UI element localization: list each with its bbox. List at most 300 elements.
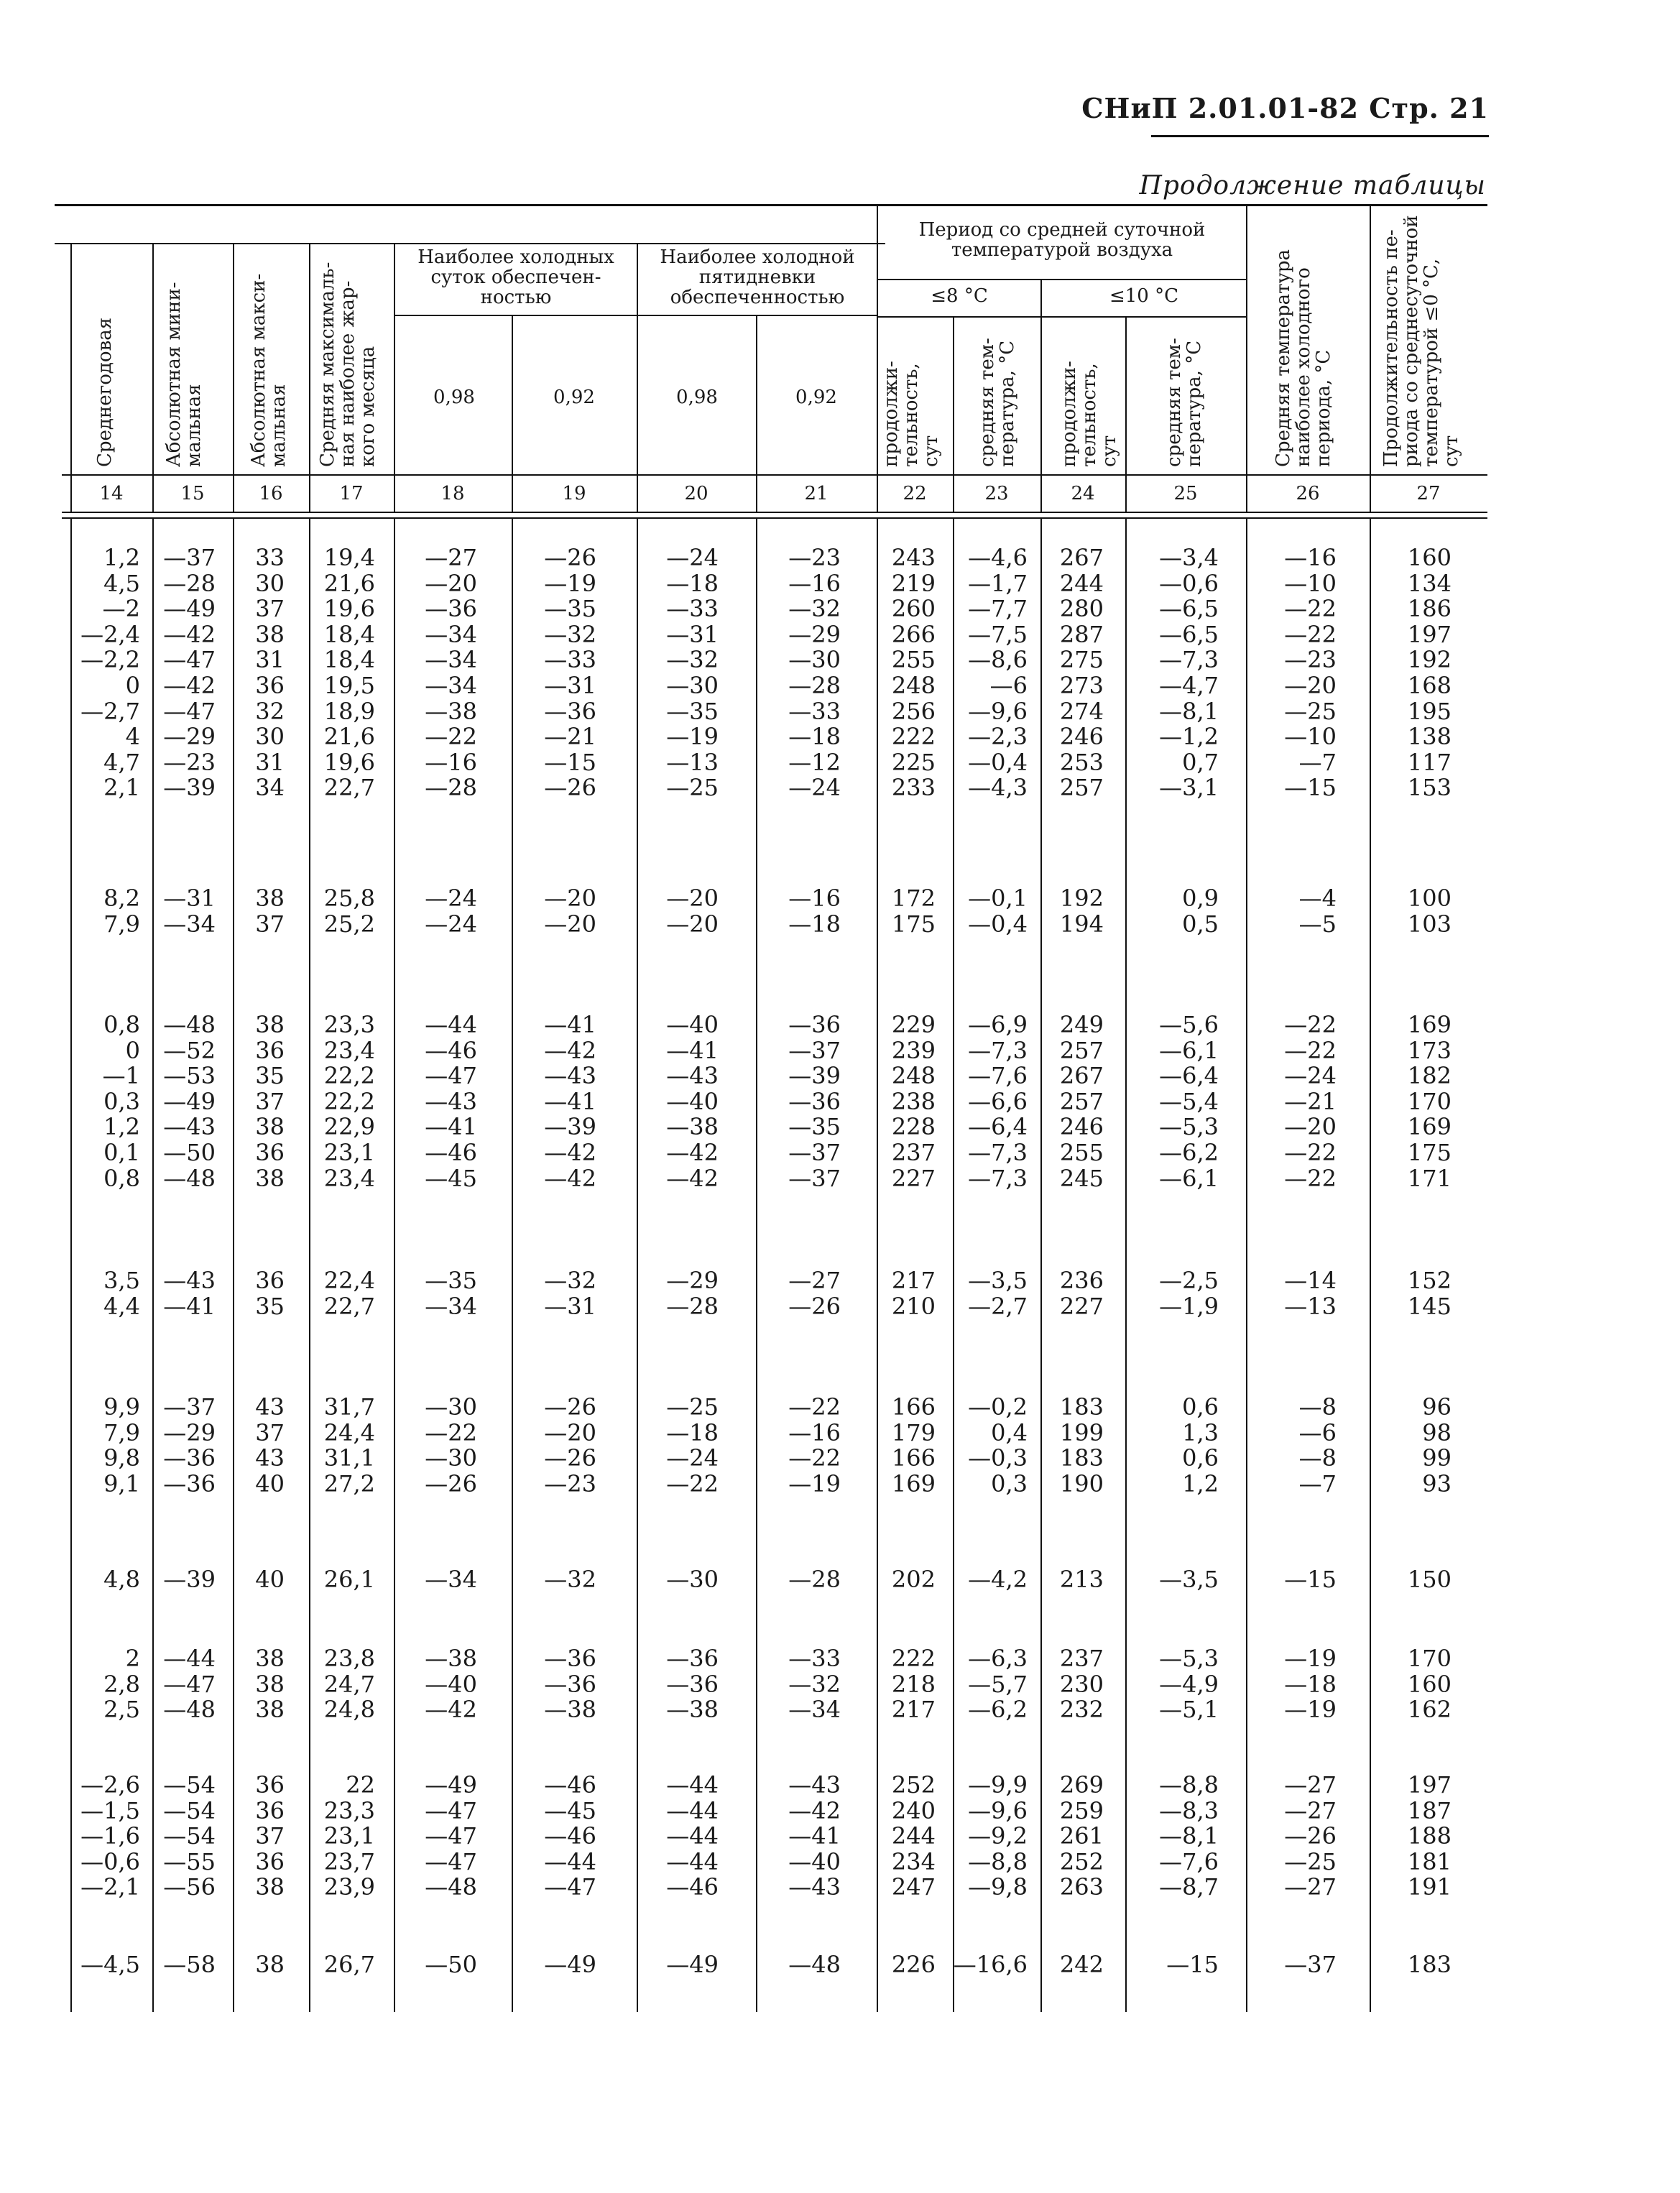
table-cell: —53 <box>163 1062 216 1090</box>
table-cell: —30 <box>425 1393 477 1421</box>
table-cell: 166 <box>891 1393 936 1421</box>
table-cell: —33 <box>544 646 596 674</box>
column-rule <box>637 517 638 2012</box>
table-cell: 222 <box>891 723 936 751</box>
table-cell: —36 <box>666 1645 719 1672</box>
vrule-h14 <box>1370 204 1371 512</box>
table-cell: —49 <box>666 1951 719 1978</box>
table-cell: —6,6 <box>968 1087 1028 1115</box>
table-cell: —28 <box>788 672 841 699</box>
table-cell: 0,4 <box>991 1418 1028 1446</box>
table-cell: —58 <box>163 1951 216 1978</box>
table-cell: —41 <box>163 1292 216 1320</box>
table-cell: —37 <box>163 1393 216 1421</box>
table-cell: —4,2 <box>968 1566 1028 1593</box>
table-cell: —43 <box>163 1113 216 1141</box>
table-cell: —2 <box>102 595 140 623</box>
table-cell: 23,1 <box>323 1822 375 1850</box>
header-le10: ≤10 °С <box>1109 285 1179 307</box>
table-cell: —10 <box>1284 569 1337 597</box>
table-cell: —6,2 <box>968 1696 1028 1724</box>
table-cell: —30 <box>788 646 841 674</box>
table-cell: 7,9 <box>103 910 140 938</box>
table-cell: 197 <box>1407 620 1451 648</box>
header-col25: средняя тем- пература, °С <box>1163 338 1205 467</box>
table-cell: 219 <box>891 569 936 597</box>
header-coldest-five: Наиболее холодной пятидневки обеспеченностью <box>660 246 855 308</box>
table-cell: 145 <box>1407 1292 1451 1320</box>
table-cell: 33 <box>255 544 285 571</box>
table-cell: —48 <box>788 1951 841 1978</box>
table-cell: 0 <box>125 1036 140 1064</box>
table-cell: 19,5 <box>323 672 375 699</box>
table-cell: —37 <box>788 1164 841 1192</box>
table-cell: —8,7 <box>1159 1873 1219 1901</box>
rule-period <box>878 279 1246 280</box>
table-cell: —42 <box>163 620 216 648</box>
table-cell: —36 <box>788 1087 841 1115</box>
table-cell: —40 <box>666 1011 719 1038</box>
vrule-h3 <box>233 243 234 512</box>
table-cell: 23,3 <box>323 1796 375 1824</box>
table-cell: 0,8 <box>103 1011 140 1038</box>
vrule-h2 <box>152 243 154 512</box>
table-cell: 25,2 <box>323 910 375 938</box>
table-cell: —10 <box>1284 723 1337 751</box>
table-cell: —34 <box>163 910 216 938</box>
table-cell: —32 <box>788 595 841 623</box>
table-cell: —19 <box>1284 1696 1337 1724</box>
table-cell: 31 <box>255 646 285 674</box>
table-cell: —27 <box>1284 1796 1337 1824</box>
table-cell: —22 <box>425 1418 477 1446</box>
table-cell: —43 <box>788 1873 841 1901</box>
table-cell: —22 <box>788 1444 841 1472</box>
table-cell: —32 <box>544 1267 596 1294</box>
table-cell: —34 <box>425 672 477 699</box>
table-cell: 229 <box>891 1011 936 1038</box>
table-cell: 274 <box>1059 697 1104 725</box>
table-cell: —12 <box>788 748 841 776</box>
table-cell: 22,2 <box>323 1062 375 1090</box>
table-cell: —28 <box>788 1566 841 1593</box>
table-cell: —45 <box>544 1796 596 1824</box>
table-cell: —20 <box>544 910 596 938</box>
table-cell: 152 <box>1407 1267 1451 1294</box>
rule-body-top <box>62 517 1487 519</box>
table-cell: —35 <box>425 1267 477 1294</box>
table-cell: —29 <box>163 1418 216 1446</box>
table-cell: 150 <box>1407 1566 1451 1593</box>
table-cell: 230 <box>1059 1670 1104 1698</box>
table-cell: 36 <box>255 1771 285 1799</box>
table-cell: 36 <box>255 672 285 699</box>
table-cell: 197 <box>1407 1771 1451 1799</box>
table-cell: 275 <box>1059 646 1104 674</box>
column-rule <box>877 517 878 2012</box>
table-cell: 233 <box>891 774 936 802</box>
table-cell: —30 <box>666 1566 719 1593</box>
table-cell: 267 <box>1059 544 1104 571</box>
table-cell: 8,2 <box>103 885 140 912</box>
table-cell: —1,7 <box>968 569 1028 597</box>
table-cell: 1,3 <box>1182 1418 1219 1446</box>
table-cell: 257 <box>1059 774 1104 802</box>
table-cell: —33 <box>666 595 719 623</box>
table-cell: 246 <box>1059 723 1104 751</box>
table-cell: —0,2 <box>968 1393 1028 1421</box>
table-cell: 7,9 <box>103 1418 140 1446</box>
table-cell: 3,5 <box>103 1267 140 1294</box>
table-cell: 217 <box>891 1267 936 1294</box>
table-cell: 23,3 <box>323 1011 375 1038</box>
table-cell: —24 <box>788 774 841 802</box>
table-cell: —52 <box>163 1036 216 1064</box>
table-cell: —2,6 <box>80 1771 140 1799</box>
table-cell: —20 <box>425 569 477 597</box>
table-cell: —4,7 <box>1159 672 1219 699</box>
table-cell: —7 <box>1298 1469 1337 1497</box>
table-cell: —48 <box>163 1164 216 1192</box>
table-cell: —39 <box>163 1566 216 1593</box>
table-cell: —34 <box>788 1696 841 1724</box>
table-cell: 19,6 <box>323 595 375 623</box>
rule-period-sub <box>878 316 1246 318</box>
table-cell: —6,4 <box>1159 1062 1219 1090</box>
table-cell: —20 <box>544 1418 596 1446</box>
rule-top-second <box>55 243 885 244</box>
vrule-h5 <box>394 243 395 512</box>
table-cell: —7,3 <box>1159 646 1219 674</box>
table-cell: 25,8 <box>323 885 375 912</box>
table-cell: 217 <box>891 1696 936 1724</box>
table-cell: 259 <box>1059 1796 1104 1824</box>
table-cell: —9,9 <box>968 1771 1028 1799</box>
table-cell: —38 <box>666 1696 719 1724</box>
table-cell: —24 <box>666 1444 719 1472</box>
table-cell: —22 <box>425 723 477 751</box>
header-col17: Средняя максималь- ная наиболее жар- кого месяца <box>317 262 379 467</box>
table-cell: 175 <box>891 910 936 938</box>
table-cell: —6 <box>989 672 1028 699</box>
vrule-h4 <box>309 243 310 512</box>
table-cell: 267 <box>1059 1062 1104 1090</box>
header-le8: ≤8 °С <box>931 285 988 307</box>
table-cell: 134 <box>1407 569 1451 597</box>
table-cell: —8,8 <box>968 1847 1028 1875</box>
table-cell: —44 <box>666 1771 719 1799</box>
table-cell: —3,1 <box>1159 774 1219 802</box>
table-cell: 213 <box>1059 1566 1104 1593</box>
table-cell: —4,6 <box>968 544 1028 571</box>
table-cell: —1,5 <box>80 1796 140 1824</box>
table-cell: —43 <box>788 1771 841 1799</box>
table-cell: —32 <box>788 1670 841 1698</box>
table-cell: 252 <box>1059 1847 1104 1875</box>
table-cell: —37 <box>163 544 216 571</box>
table-cell: —26 <box>544 544 596 571</box>
table-cell: —37 <box>1284 1951 1337 1978</box>
table-cell: —8,8 <box>1159 1771 1219 1799</box>
table-cell: 190 <box>1059 1469 1104 1497</box>
column-rule <box>1370 517 1371 2012</box>
table-cell: —24 <box>1284 1062 1337 1090</box>
table-cell: 36 <box>255 1036 285 1064</box>
table-cell: 269 <box>1059 1771 1104 1799</box>
table-cell: —2,4 <box>80 620 140 648</box>
table-cell: —15 <box>1284 774 1337 802</box>
table-cell: 31,1 <box>323 1444 375 1472</box>
table-cell: —3,4 <box>1159 544 1219 571</box>
table-cell: —22 <box>1284 595 1337 623</box>
table-cell: 172 <box>891 885 936 912</box>
table-cell: —25 <box>666 1393 719 1421</box>
table-cell: —32 <box>666 646 719 674</box>
vrule-h7 <box>637 243 638 512</box>
table-cell: —28 <box>666 1292 719 1320</box>
table-cell: 179 <box>891 1418 936 1446</box>
table-cell: —24 <box>666 544 719 571</box>
table-cell: 210 <box>891 1292 936 1320</box>
table-cell: —29 <box>666 1267 719 1294</box>
table-cell: —21 <box>544 723 596 751</box>
column-number: 21 <box>804 483 829 504</box>
table-cell: 1,2 <box>1182 1469 1219 1497</box>
table-cell: 103 <box>1407 910 1451 938</box>
header-coldest-day: Наиболее холодных суток обеспечен- ностью <box>417 246 614 308</box>
table-cell: —47 <box>425 1062 477 1090</box>
table-cell: —2,7 <box>968 1292 1028 1320</box>
table-cell: 0,1 <box>103 1139 140 1166</box>
table-cell: 98 <box>1422 1418 1451 1446</box>
header-period: Период со средней суточной температурой воздуха <box>918 219 1206 261</box>
table-cell: —29 <box>163 723 216 751</box>
table-cell: 169 <box>1407 1011 1451 1038</box>
table-cell: —39 <box>163 774 216 802</box>
table-cell: —54 <box>163 1796 216 1824</box>
table-cell: —7,6 <box>968 1062 1028 1090</box>
table-cell: —20 <box>666 910 719 938</box>
table-cell: 37 <box>255 910 285 938</box>
table-cell: —35 <box>788 1113 841 1141</box>
table-cell: —44 <box>425 1011 477 1038</box>
table-cell: —36 <box>425 595 477 623</box>
vrule-h13 <box>1246 204 1247 512</box>
table-cell: —5,4 <box>1159 1087 1219 1115</box>
table-cell: 162 <box>1407 1696 1451 1724</box>
header-col26: Средняя температура наиболее холодного периода, °С <box>1273 249 1334 467</box>
table-cell: 24,8 <box>323 1696 375 1724</box>
table-cell: —27 <box>1284 1771 1337 1799</box>
table-cell: —36 <box>544 1645 596 1672</box>
table-cell: 30 <box>255 569 285 597</box>
table-cell: —22 <box>1284 1036 1337 1064</box>
header-col27: Продолжительность пе- риода со среднесуточной температурой ≤0 °С, сут <box>1380 215 1462 467</box>
table-cell: 238 <box>891 1087 936 1115</box>
table-cell: 36 <box>255 1139 285 1166</box>
table-cell: 43 <box>255 1444 285 1472</box>
table-cell: —33 <box>788 1645 841 1672</box>
table-cell: 227 <box>1059 1292 1104 1320</box>
rule-probability <box>394 315 878 316</box>
table-cell: 23,4 <box>323 1164 375 1192</box>
column-rule <box>756 517 757 2012</box>
table-cell: 183 <box>1059 1444 1104 1472</box>
table-cell: —9,6 <box>968 697 1028 725</box>
table-cell: —39 <box>788 1062 841 1090</box>
table-cell: 192 <box>1407 646 1451 674</box>
table-cell: 199 <box>1059 1418 1104 1446</box>
table-cell: —49 <box>425 1771 477 1799</box>
table-cell: —18 <box>1284 1670 1337 1698</box>
table-cell: 234 <box>891 1847 936 1875</box>
table-cell: —42 <box>544 1036 596 1064</box>
table-cell: —44 <box>666 1847 719 1875</box>
table-cell: —4 <box>1298 885 1337 912</box>
table-cell: 24,4 <box>323 1418 375 1446</box>
table-cell: —0,1 <box>968 885 1028 912</box>
table-cell: —6,1 <box>1159 1036 1219 1064</box>
table-cell: 232 <box>1059 1696 1104 1724</box>
table-cell: —2,1 <box>80 1873 140 1901</box>
table-cell: 153 <box>1407 774 1451 802</box>
table-cell: —5,1 <box>1159 1696 1219 1724</box>
table-cell: 160 <box>1407 1670 1451 1698</box>
table-cell: —33 <box>788 697 841 725</box>
table-cell: 188 <box>1407 1822 1451 1850</box>
table-cell: 26,7 <box>323 1951 375 1978</box>
table-cell: 228 <box>891 1113 936 1141</box>
table-cell: 117 <box>1407 748 1451 776</box>
table-cell: —26 <box>544 774 596 802</box>
rule-top-right <box>877 204 1487 206</box>
table-cell: —42 <box>666 1164 719 1192</box>
table-cell: —16 <box>788 569 841 597</box>
table-cell: 38 <box>255 1696 285 1724</box>
column-rule <box>233 517 234 2012</box>
column-number: 20 <box>684 483 709 504</box>
table-cell: —37 <box>788 1139 841 1166</box>
table-cell: —1,2 <box>1159 723 1219 751</box>
table-cell: 0,5 <box>1182 910 1219 938</box>
table-cell: 19,6 <box>323 748 375 776</box>
table-cell: —27 <box>1284 1873 1337 1901</box>
table-cell: 22,7 <box>323 774 375 802</box>
table-cell: 236 <box>1059 1267 1104 1294</box>
table-cell: —0,4 <box>968 910 1028 938</box>
table-cell: —48 <box>425 1873 477 1901</box>
table-cell: 2,5 <box>103 1696 140 1724</box>
table-cell: —48 <box>163 1696 216 1724</box>
table-cell: —49 <box>163 1087 216 1115</box>
table-cell: —22 <box>788 1393 841 1421</box>
table-cell: 24,7 <box>323 1670 375 1698</box>
header-rule <box>1151 135 1489 137</box>
table-cell: —26 <box>544 1393 596 1421</box>
table-cell: —19 <box>788 1469 841 1497</box>
table-cell: 248 <box>891 1062 936 1090</box>
table-cell: —7,5 <box>968 620 1028 648</box>
table-cell: —18 <box>666 1418 719 1446</box>
table-cell: 242 <box>1059 1951 1104 1978</box>
table-cell: —3,5 <box>968 1267 1028 1294</box>
table-cell: —44 <box>544 1847 596 1875</box>
table-cell: —32 <box>544 620 596 648</box>
table-cell: —36 <box>163 1469 216 1497</box>
table-cell: —9,6 <box>968 1796 1028 1824</box>
table-cell: 22,2 <box>323 1087 375 1115</box>
table-cell: 239 <box>891 1036 936 1064</box>
table-cell: 23,4 <box>323 1036 375 1064</box>
column-number: 17 <box>339 483 364 504</box>
table-cell: —6,5 <box>1159 620 1219 648</box>
table-cell: 247 <box>891 1873 936 1901</box>
table-cell: 240 <box>891 1796 936 1824</box>
table-cell: —6,9 <box>968 1011 1028 1038</box>
column-number: 23 <box>984 483 1009 504</box>
table-cell: —5,6 <box>1159 1011 1219 1038</box>
vrule-h1 <box>70 243 72 512</box>
table-cell: —23 <box>163 748 216 776</box>
table-cell: —22 <box>1284 620 1337 648</box>
table-cell: —7,3 <box>968 1139 1028 1166</box>
table-cell: —41 <box>544 1011 596 1038</box>
table-cell: 21,6 <box>323 569 375 597</box>
table-cell: —15 <box>1166 1951 1219 1978</box>
table-cell: 22 <box>346 1771 375 1799</box>
table-cell: —22 <box>1284 1164 1337 1192</box>
table-cell: —3,5 <box>1159 1566 1219 1593</box>
table-cell: 260 <box>891 595 936 623</box>
table-cell: —0,4 <box>968 748 1028 776</box>
table-cell: —4,5 <box>80 1951 140 1978</box>
table-cell: 244 <box>891 1822 936 1850</box>
column-number: 26 <box>1296 483 1320 504</box>
table-cell: —4,3 <box>968 774 1028 802</box>
table-cell: —31 <box>666 620 719 648</box>
table-cell: 0,8 <box>103 1164 140 1192</box>
table-cell: —7,3 <box>968 1036 1028 1064</box>
table-cell: —41 <box>425 1113 477 1141</box>
table-cell: —16 <box>788 1418 841 1446</box>
table-cell: —6,4 <box>968 1113 1028 1141</box>
table-cell: 0,6 <box>1182 1393 1219 1421</box>
table-cell: —5,7 <box>968 1670 1028 1698</box>
table-cell: —9,2 <box>968 1822 1028 1850</box>
table-cell: —50 <box>163 1139 216 1166</box>
table-cell: —18 <box>666 569 719 597</box>
table-cell: —5 <box>1298 910 1337 938</box>
table-cell: —18 <box>788 723 841 751</box>
table-cell: —41 <box>788 1822 841 1850</box>
table-cell: 175 <box>1407 1139 1451 1166</box>
table-cell: —26 <box>425 1469 477 1497</box>
table-cell: —15 <box>544 748 596 776</box>
table-cell: 18,4 <box>323 646 375 674</box>
table-cell: —16,6 <box>953 1951 1028 1978</box>
table-cell: —36 <box>163 1444 216 1472</box>
table-cell: —1,6 <box>80 1822 140 1850</box>
table-cell: —36 <box>666 1670 719 1698</box>
table-cell: —2,7 <box>80 697 140 725</box>
column-number: 15 <box>180 483 205 504</box>
table-cell: 38 <box>255 1670 285 1698</box>
table-cell: —54 <box>163 1822 216 1850</box>
table-cell: 256 <box>891 697 936 725</box>
table-cell: 36 <box>255 1847 285 1875</box>
table-cell: —49 <box>163 595 216 623</box>
table-cell: 273 <box>1059 672 1104 699</box>
